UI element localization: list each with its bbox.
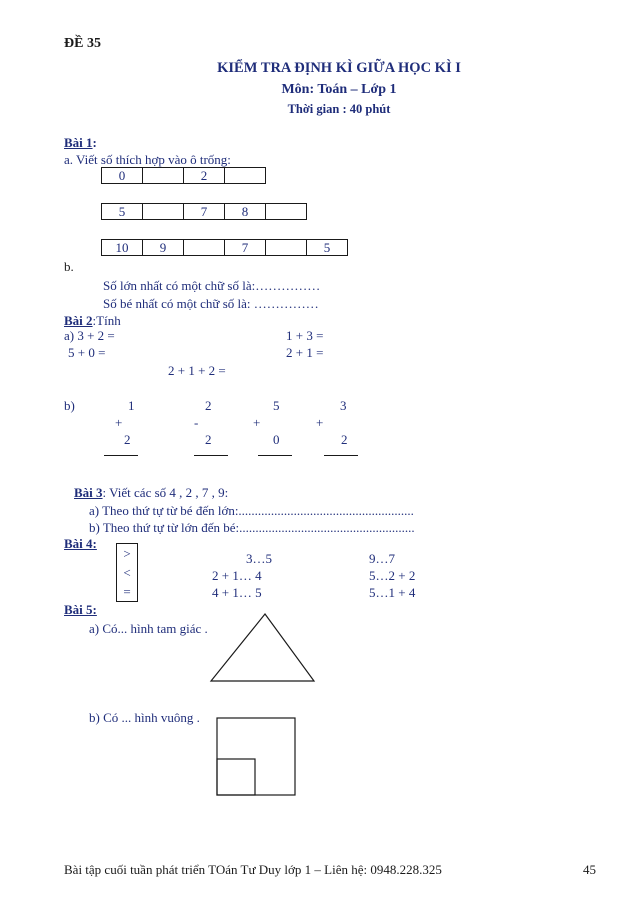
cell[interactable]: [225, 168, 266, 184]
column-operator: +: [316, 415, 324, 430]
sum-line: [258, 455, 292, 456]
bai5-part-a: a) Có... hình tam giác .: [89, 621, 208, 636]
column-bottom: 2: [205, 432, 212, 447]
bai5-part-b: b) Có ... hình vuông .: [89, 710, 200, 725]
cell: 8: [225, 204, 266, 220]
cell[interactable]: [143, 204, 184, 220]
cell: 7: [225, 240, 266, 256]
column-operator: -: [194, 415, 199, 430]
bai2-label: Bài 2: [64, 313, 93, 328]
column-operator: +: [115, 415, 123, 430]
triangle-shape: [211, 614, 314, 681]
bai3-part-b: b) Theo thứ tự từ lớn đến bé:......................................................: [89, 520, 415, 535]
exam-title: KIỂM TRA ĐỊNH KÌ GIỮA HỌC KÌ I: [217, 60, 461, 76]
bai2-a-line1: a) 3 + 2 =: [64, 328, 115, 343]
column-top: 2: [205, 398, 212, 413]
footer-text: Bài tập cuối tuần phát triển TOán Tư Duy lớp 1 – Liên hệ: 0948.228.325: [64, 862, 442, 877]
bai2-a-right1: 1 + 3 =: [286, 328, 324, 343]
large-square: [217, 718, 295, 795]
number-row-1: [101, 167, 266, 184]
page-number: 45: [583, 862, 596, 877]
cell: 10: [102, 240, 143, 256]
compare-right-2: 5…2 + 2: [369, 568, 416, 583]
sum-line: [194, 455, 228, 456]
bai1-largest-digit: Số lớn nhất có một chữ số là:……………: [103, 278, 321, 293]
less-than-sign: <: [123, 565, 131, 580]
bai3-heading: [74, 485, 228, 501]
cell: 5: [102, 204, 143, 220]
bai3-label: Bài 3: [74, 485, 103, 500]
bai2-a-middle: 2 + 1 + 2 =: [168, 363, 226, 378]
column-top: 1: [128, 398, 135, 413]
equal-sign: =: [123, 584, 131, 599]
cell[interactable]: [184, 240, 225, 256]
column-bottom: 0: [273, 432, 280, 447]
compare-right-3: 5…1 + 4: [369, 585, 416, 600]
sum-line: [104, 455, 138, 456]
cell[interactable]: [266, 204, 307, 220]
bai3-text: : Viết các số 4 , 2 , 7 , 9:: [102, 485, 229, 500]
column-bottom: 2: [124, 432, 131, 447]
compare-right-1: 9…7: [369, 551, 395, 566]
bai1-part-b: b.: [64, 259, 74, 274]
compare-left-2: 2 + 1… 4: [212, 568, 262, 583]
cell: 2: [184, 168, 225, 184]
squares-figure: [216, 717, 298, 797]
exam-code: ĐỀ 35: [64, 36, 101, 51]
triangle-figure: [208, 612, 318, 684]
cell: 9: [143, 240, 184, 256]
bai2-b-label: b): [64, 398, 75, 413]
cell: 5: [307, 240, 348, 256]
column-operator: +: [253, 415, 261, 430]
bai2-a-right2: 2 + 1 =: [286, 345, 324, 360]
cell: 7: [184, 204, 225, 220]
bai3-part-a: a) Theo thứ tự từ bé đến lớn:......................................................: [89, 503, 414, 518]
bai2-heading: [64, 313, 121, 329]
bai1-label: Bài 1: [64, 135, 93, 150]
compare-left-3: 4 + 1… 5: [212, 585, 262, 600]
cell: 0: [102, 168, 143, 184]
bai4-label: Bài 4:: [64, 536, 97, 551]
column-bottom: 2: [341, 432, 348, 447]
cell[interactable]: [143, 168, 184, 184]
small-square: [217, 759, 255, 795]
bai5-label: Bài 5:: [64, 602, 97, 617]
comparison-signs-box: [116, 543, 138, 602]
bai1-part-a: a. Viết số thích hợp vào ô trống:: [64, 152, 231, 167]
number-row-3: [101, 239, 348, 256]
bai1-heading: [64, 135, 97, 151]
cell[interactable]: [266, 240, 307, 256]
bai1-colon: :: [92, 135, 97, 150]
bai1-smallest-digit: Số bé nhất có một chữ số là: ……………: [103, 296, 319, 311]
bai2-a-line2: 5 + 0 =: [68, 345, 106, 360]
greater-than-sign: >: [123, 546, 131, 561]
column-top: 3: [340, 398, 347, 413]
exam-subject: Môn: Toán – Lớp 1: [281, 82, 397, 97]
compare-left-1: 3…5: [246, 551, 272, 566]
bai2-suffix: :Tính: [92, 313, 121, 328]
sum-line: [324, 455, 358, 456]
number-row-2: [101, 203, 307, 220]
column-top: 5: [273, 398, 280, 413]
exam-time: Thời gian : 40 phút: [287, 102, 391, 116]
